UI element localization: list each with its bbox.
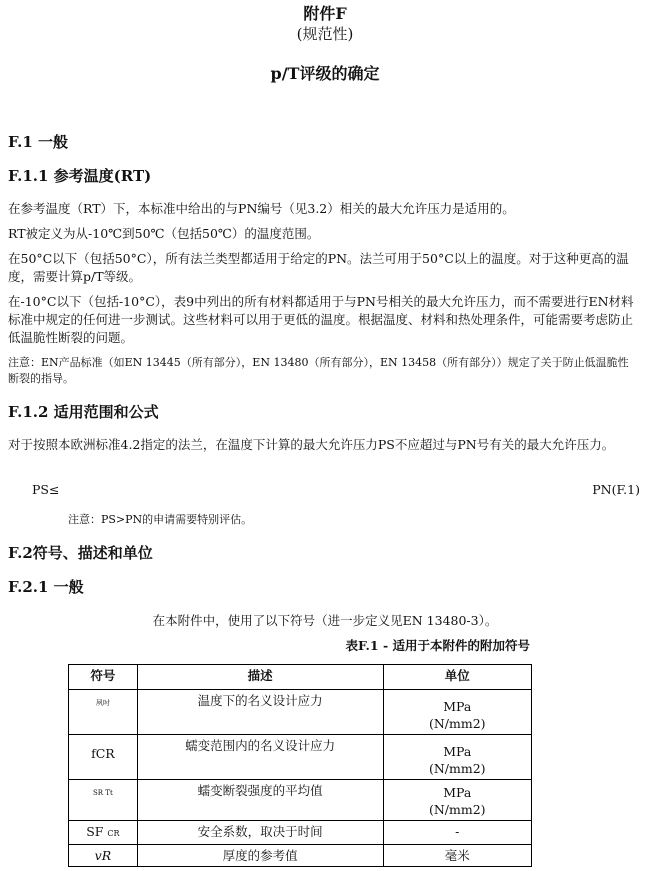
description-cell: 温度下的名义设计应力 [137,690,383,735]
note: 注意：PS>PN的申请需要特别评估。 [68,513,253,526]
symbol-cell: vR [69,845,138,867]
section-heading-f12: F.1.2 适用范围和公式 [8,403,159,421]
table-row [69,845,532,867]
symbol-cell: 夙吋 [95,699,110,707]
paragraph: 在本附件中，使用了以下符号（进一步定义见EN 13480-3）。 [152,613,498,628]
table-row [69,690,532,735]
unit-cell: 毫米 [383,845,532,867]
description-cell: 安全系数，取决于时间 [137,821,383,845]
table-row [69,780,532,821]
description-cell: 蠕变断裂强度的平均值 [137,780,383,821]
unit-cell: MPa (N/mm2) [383,690,532,735]
annex-label: 附件F [303,4,347,23]
note: 注意：EN产品标准（如EN 13445（所有部分），EN 13480（所有部分），EN 13458（所有部分））规定了关于防止低温脆性断裂的指导。 [8,356,629,385]
section-heading-f1: F.1 一般 [8,133,69,151]
section-heading-f2: F.2符号、描述和单位 [8,544,153,562]
paragraph: 在参考温度（RT）下，本标准中给出的与PN编号（见3.2）相关的最大允许压力是适用的。 [8,201,515,216]
symbol-cell: SF [86,824,104,839]
paragraph: 在-10°C以下（包括-10°C），表9中列出的所有材料都适用于与PN号相关的最大允许压力，而不需要进行EN材料标准中规定的任何进一步测试。这些材料可以用于更低的温度。根据温度、材料和热处理条件，可能需要考虑防止低温脆性断裂的问题。 [8,294,634,345]
column-header: 描述 [137,665,383,690]
paragraph: 在50°C以下（包括50°C），所有法兰类型都适用于给定的PN。法兰可用于50°C以上的温度。对于这种更高的温度，需要计算p/T等级。 [8,251,629,284]
unit-cell: MPa (N/mm2) [383,735,532,780]
unit-cell: - [383,821,532,845]
paragraph: 对于按照本欧洲标准4.2指定的法兰，在温度下计算的最大允许压力PS不应超过与PN号有关的最大允许压力。 [8,437,615,452]
table-caption: 表F.1 - 适用于本附件的附加符号 [345,638,530,653]
section-heading-f21: F.2.1 一般 [8,578,84,596]
column-header: 单位 [383,665,532,690]
symbols-table [68,664,532,867]
table-row [69,735,532,780]
page-title: p/T评级的确定 [270,64,380,83]
symbol-cell: fCR [69,735,138,780]
table-row [69,821,532,845]
formula-rhs: PN(F.1) [592,482,640,497]
formula-lhs: PS≤ [32,482,60,497]
table-header-row [69,665,532,690]
paragraph: RT被定义为从-10℃到50℃（包括50℃）的温度范围。 [8,226,320,241]
symbol-cell: SR Tt [93,789,113,797]
symbol-subscript: CR [107,829,120,838]
section-heading-f11: F.1.1 参考温度(RT) [8,167,152,185]
description-cell: 厚度的参考值 [137,845,383,867]
normative-label: (规范性) [296,25,354,43]
column-header: 符号 [69,665,138,690]
description-cell: 蠕变范围内的名义设计应力 [137,735,383,780]
unit-cell: MPa (N/mm2) [383,780,532,821]
